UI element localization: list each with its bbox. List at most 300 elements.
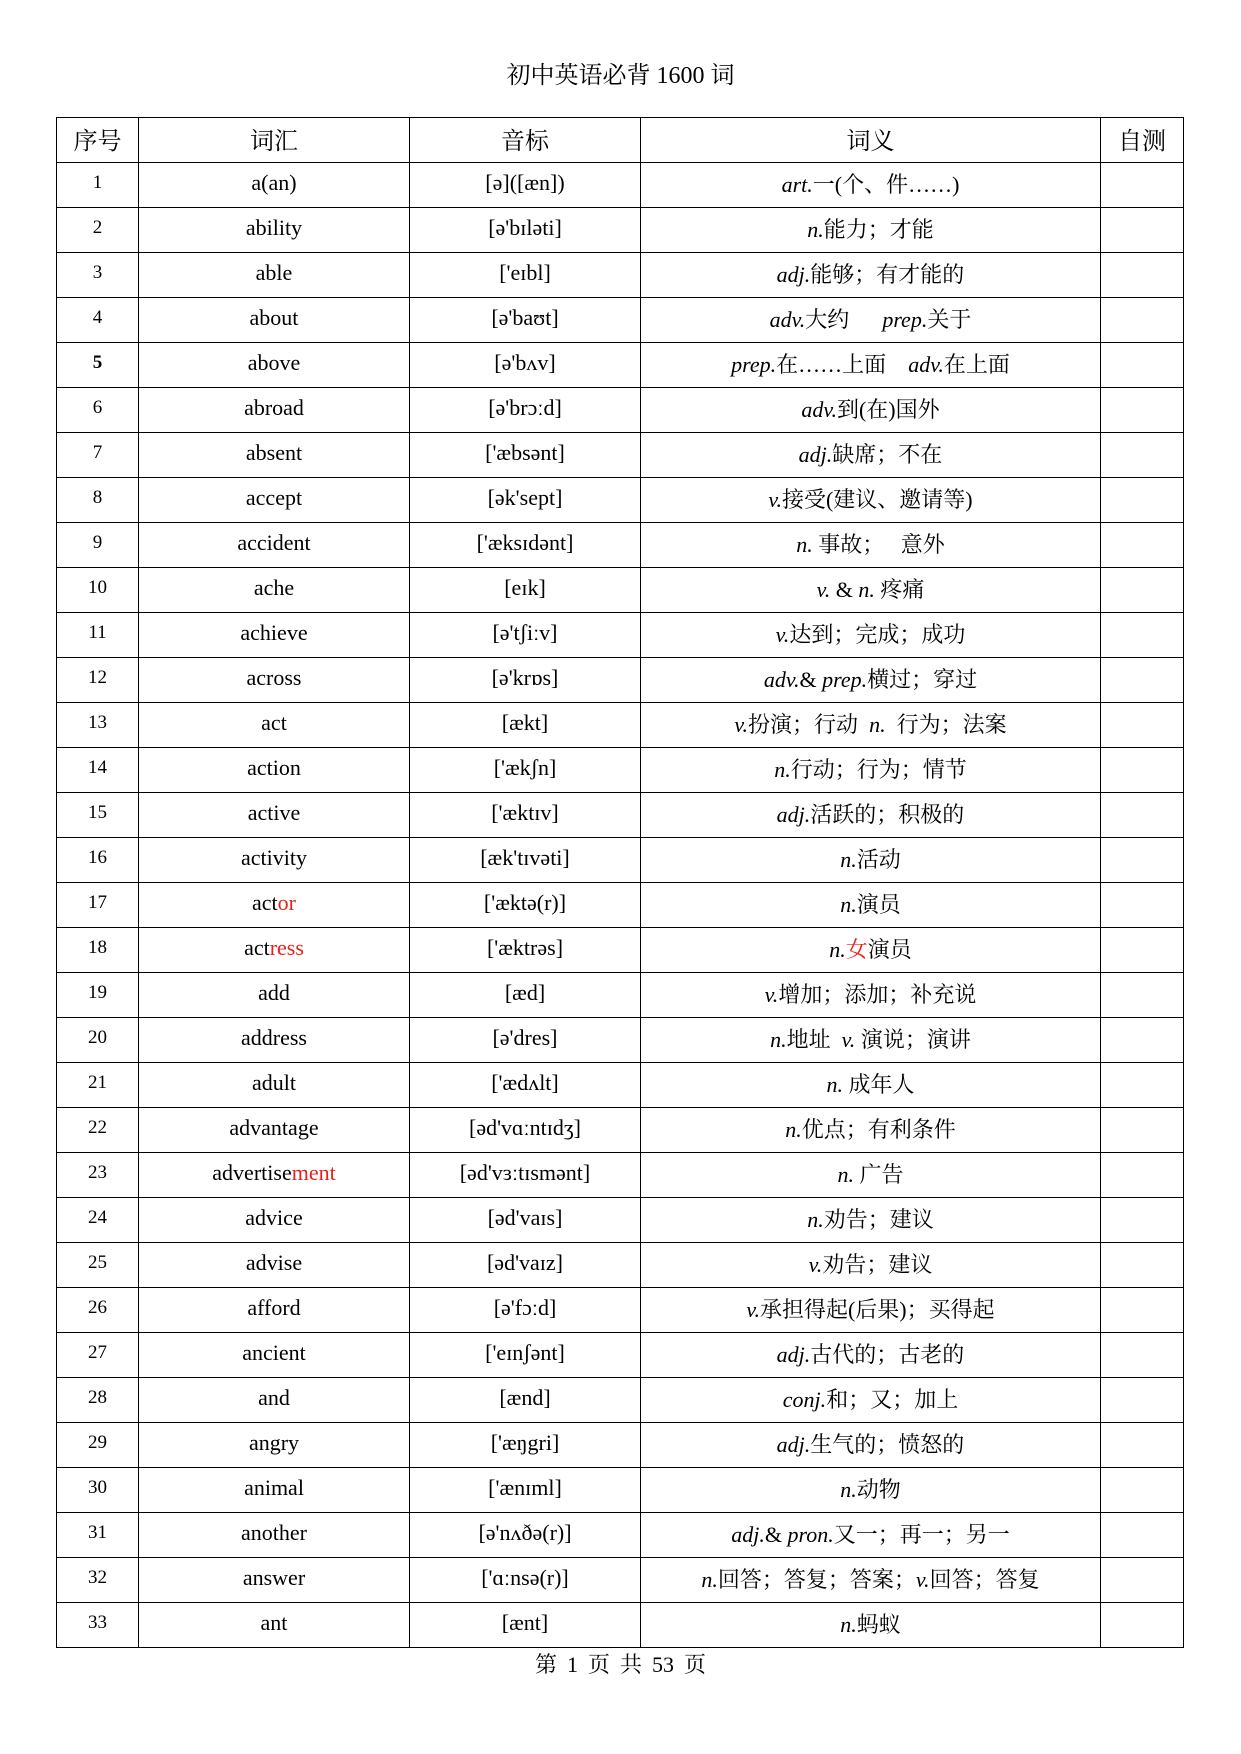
cell-phonetic (410, 793, 641, 838)
meaning-part: 活动 (856, 846, 901, 872)
word-part: angry (248, 1430, 300, 1455)
cell-self-test (1101, 163, 1184, 208)
cell-meaning (641, 793, 1101, 838)
cell-number (57, 973, 139, 1018)
row-number: 23 (88, 1162, 107, 1183)
phonetic-text: ['ɑːnsə(r)] (481, 1565, 569, 1590)
cell-phonetic (410, 433, 641, 478)
part-of-speech: prep. (822, 666, 868, 692)
phonetic-text: ['ænɪml] (488, 1475, 562, 1500)
meaning-part: 能力；才能 (823, 216, 934, 242)
part-of-speech: adj. (776, 1341, 811, 1367)
cell-self-test (1101, 478, 1184, 523)
cell-meaning (641, 298, 1101, 343)
word-part: advertise (212, 1160, 292, 1185)
row-number: 12 (88, 667, 107, 688)
part-of-speech: adj. (731, 1521, 765, 1547)
meaning-part: 增加；添加；补充说 (778, 981, 977, 1007)
table-row (57, 1288, 1184, 1333)
cell-self-test (1101, 1063, 1184, 1108)
cell-self-test (1101, 388, 1184, 433)
cell-word (139, 1423, 410, 1468)
cell-self-test (1101, 1153, 1184, 1198)
meaning-part: 优点；有利条件 (801, 1116, 956, 1142)
word-part: act (252, 890, 278, 915)
cell-meaning (641, 163, 1101, 208)
cell-meaning (641, 208, 1101, 253)
cell-number (57, 298, 139, 343)
cell-meaning (641, 973, 1101, 1018)
word-part: achieve (240, 620, 308, 645)
cell-phonetic (410, 1333, 641, 1378)
cell-meaning (641, 1333, 1101, 1378)
cell-phonetic (410, 1378, 641, 1423)
phonetic-text: [æd] (504, 980, 546, 1005)
row-number: 21 (88, 1072, 107, 1093)
part-of-speech: n. (807, 1206, 824, 1232)
word-part: above (247, 350, 301, 375)
row-number: 22 (88, 1117, 107, 1138)
phonetic-text: [ə'baʊt] (491, 305, 559, 330)
phonetic-text: [əd'vaɪz] (486, 1250, 564, 1275)
cell-phonetic (410, 658, 641, 703)
meaning-part: 接受(建议、邀请等) (781, 486, 973, 512)
cell-word (139, 568, 410, 613)
word-part: answer (242, 1565, 306, 1590)
cell-word (139, 433, 410, 478)
table-row (57, 523, 1184, 568)
meaning-part: 缺席；不在 (832, 441, 943, 467)
row-number: 17 (88, 892, 107, 913)
cell-self-test (1101, 1198, 1184, 1243)
cell-self-test (1101, 208, 1184, 253)
meaning-part: 疼痛 (874, 576, 925, 602)
cell-number (57, 883, 139, 928)
footer-suffix: 页 (684, 1652, 707, 1677)
row-number: 28 (88, 1387, 107, 1408)
row-number: 31 (88, 1522, 107, 1543)
cell-number (57, 1468, 139, 1513)
cell-word (139, 883, 410, 928)
part-of-speech: pron. (787, 1521, 834, 1547)
word-part: absent (245, 440, 303, 465)
meaning-part: 劝告；建议 (822, 1251, 933, 1277)
part-of-speech: adv. (908, 351, 944, 377)
word-part: and (258, 1385, 290, 1410)
part-of-speech: adv. (801, 396, 837, 422)
cell-phonetic (410, 1603, 641, 1648)
word-part: accept (245, 485, 303, 510)
table-row (57, 1198, 1184, 1243)
cell-word (139, 478, 410, 523)
part-of-speech: n. (829, 936, 846, 962)
phonetic-text: ['æŋgri] (490, 1430, 560, 1455)
table-row (57, 163, 1184, 208)
row-number: 24 (88, 1207, 107, 1228)
cell-word (139, 793, 410, 838)
cell-number (57, 1378, 139, 1423)
cell-word (139, 1603, 410, 1648)
cell-number (57, 658, 139, 703)
table-row (57, 748, 1184, 793)
word-part: ment (291, 1160, 336, 1185)
page-title: 初中英语必背 1600 词 (506, 63, 735, 89)
row-number: 2 (92, 217, 103, 238)
table-row (57, 1378, 1184, 1423)
meaning-part: 和；又；加上 (826, 1386, 959, 1412)
table-row (57, 658, 1184, 703)
cell-number (57, 343, 139, 388)
table-row (57, 838, 1184, 883)
row-number: 1 (92, 172, 103, 193)
meaning-part: 在……上面 (776, 351, 909, 377)
part-of-speech: n. (807, 216, 824, 242)
row-number: 33 (88, 1612, 107, 1633)
cell-word (139, 1243, 410, 1288)
cell-number (57, 1558, 139, 1603)
phonetic-text: [ə'bʌv] (494, 350, 556, 375)
row-number: 15 (88, 802, 107, 823)
cell-meaning (641, 343, 1101, 388)
cell-phonetic (410, 343, 641, 388)
cell-phonetic (410, 1513, 641, 1558)
cell-phonetic (410, 928, 641, 973)
phonetic-text: ['ædʌlt] (491, 1070, 559, 1095)
table-row (57, 1153, 1184, 1198)
cell-phonetic (410, 163, 641, 208)
cell-meaning (641, 388, 1101, 433)
header-meaning: 词义 (641, 118, 1101, 163)
cell-self-test (1101, 1558, 1184, 1603)
cell-word (139, 1333, 410, 1378)
row-number: 25 (88, 1252, 107, 1273)
part-of-speech: n. (701, 1566, 718, 1592)
cell-phonetic (410, 208, 641, 253)
row-number: 18 (88, 937, 107, 958)
table-row (57, 1063, 1184, 1108)
row-number: 27 (88, 1342, 107, 1363)
cell-word (139, 748, 410, 793)
part-of-speech: adj. (776, 1431, 811, 1457)
cell-self-test (1101, 1243, 1184, 1288)
meaning-part: & (764, 1521, 788, 1547)
phonetic-text: [ə'bɪləti] (488, 215, 562, 240)
word-part: accident (237, 530, 311, 555)
part-of-speech: conj. (782, 1386, 827, 1412)
cell-word (139, 658, 410, 703)
cell-meaning (641, 703, 1101, 748)
cell-number (57, 1018, 139, 1063)
word-part: able (255, 260, 293, 285)
part-of-speech: art. (781, 171, 813, 197)
cell-phonetic (410, 1288, 641, 1333)
table-row (57, 1603, 1184, 1648)
cell-self-test (1101, 793, 1184, 838)
meaning-part: 达到；完成；成功 (789, 621, 966, 647)
cell-phonetic (410, 1153, 641, 1198)
meaning-part: 大约 (805, 306, 883, 332)
phonetic-text: ['æktə(r)] (483, 890, 567, 915)
meaning-part: 蚂蚁 (856, 1611, 901, 1637)
cell-meaning (641, 1198, 1101, 1243)
meaning-part: 劝告；建议 (823, 1206, 934, 1232)
word-part: ancient (242, 1340, 306, 1365)
phonetic-text: [eɪk] (504, 575, 546, 600)
cell-word (139, 613, 410, 658)
meaning-part: 女 (845, 936, 868, 962)
part-of-speech: n. (840, 846, 857, 872)
row-number: 8 (92, 487, 103, 508)
header-self-test: 自测 (1101, 118, 1184, 163)
meaning-part: 成年人 (842, 1071, 915, 1097)
cell-self-test (1101, 1018, 1184, 1063)
phonetic-text: [əd'vɑːntɪdʒ] (469, 1115, 581, 1140)
part-of-speech: n. (858, 576, 875, 602)
footer-page-label: 页 (587, 1652, 610, 1677)
cell-self-test (1101, 613, 1184, 658)
phonetic-text: ['æbsənt] (485, 440, 565, 465)
row-number: 13 (88, 712, 107, 733)
part-of-speech: adj. (798, 441, 833, 467)
row-number: 7 (92, 442, 103, 463)
phonetic-text: [ækt] (501, 710, 549, 735)
part-of-speech: n. (826, 1071, 843, 1097)
part-of-speech: n. (869, 711, 886, 737)
cell-meaning (641, 1288, 1101, 1333)
cell-phonetic (410, 388, 641, 433)
header-number: 序号 (57, 118, 139, 163)
cell-phonetic (410, 1108, 641, 1153)
cell-number (57, 613, 139, 658)
row-number: 5 (92, 352, 103, 373)
table-row (57, 1108, 1184, 1153)
row-number: 6 (92, 397, 103, 418)
cell-word (139, 1378, 410, 1423)
meaning-part: 生气的；愤怒的 (810, 1431, 965, 1457)
cell-number (57, 568, 139, 613)
table-row (57, 298, 1184, 343)
cell-meaning (641, 478, 1101, 523)
cell-number (57, 433, 139, 478)
phonetic-text: ['eɪbl] (499, 260, 551, 285)
cell-number (57, 253, 139, 298)
phonetic-text: [ænd] (499, 1385, 551, 1410)
cell-number (57, 523, 139, 568)
meaning-part: & (830, 576, 859, 602)
cell-number (57, 1198, 139, 1243)
cell-phonetic (410, 523, 641, 568)
meaning-part: 演说；演讲 (855, 1026, 971, 1052)
header-word: 词汇 (139, 118, 410, 163)
cell-meaning (641, 1063, 1101, 1108)
word-part: ant (260, 1610, 288, 1635)
vocab-rows (57, 163, 1184, 1648)
row-number: 9 (92, 532, 103, 553)
part-of-speech: v. (734, 711, 749, 737)
word-part: add (258, 980, 290, 1005)
cell-self-test (1101, 298, 1184, 343)
cell-meaning (641, 613, 1101, 658)
cell-number (57, 1063, 139, 1108)
cell-phonetic (410, 613, 641, 658)
part-of-speech: v. (841, 1026, 856, 1052)
cell-number (57, 1288, 139, 1333)
phonetic-text: [ə'fɔːd] (493, 1295, 557, 1320)
cell-phonetic (410, 973, 641, 1018)
meaning-part: 关于 (927, 306, 972, 332)
cell-meaning (641, 928, 1101, 973)
table-row (57, 568, 1184, 613)
word-part: act (244, 935, 270, 960)
cell-phonetic (410, 703, 641, 748)
cell-meaning (641, 253, 1101, 298)
row-number: 16 (88, 847, 107, 868)
table-row (57, 973, 1184, 1018)
cell-meaning (641, 1378, 1101, 1423)
part-of-speech: n. (840, 891, 857, 917)
cell-word (139, 1513, 410, 1558)
cell-word (139, 163, 410, 208)
cell-self-test (1101, 928, 1184, 973)
footer-total-label: 共 (620, 1652, 643, 1677)
table-row (57, 208, 1184, 253)
part-of-speech: v. (746, 1296, 760, 1322)
word-part: ability (245, 215, 303, 240)
cell-word (139, 1558, 410, 1603)
cell-meaning (641, 1558, 1101, 1603)
cell-word (139, 208, 410, 253)
meaning-part: 一(个、件……) (812, 171, 960, 197)
part-of-speech: n. (796, 531, 813, 557)
table-row (57, 1513, 1184, 1558)
word-part: action (247, 755, 301, 780)
cell-meaning (641, 658, 1101, 703)
phonetic-text: ['æksɪdənt] (476, 530, 574, 555)
phonetic-text: [əd'vɜːtɪsmənt] (459, 1160, 591, 1185)
word-part: across (246, 665, 302, 690)
row-number: 32 (88, 1567, 107, 1588)
cell-self-test (1101, 253, 1184, 298)
table-row (57, 883, 1184, 928)
word-part: adult (252, 1070, 296, 1095)
meaning-part: 地址 (786, 1026, 842, 1052)
word-part: a(an) (251, 170, 297, 195)
cell-word (139, 253, 410, 298)
cell-phonetic (410, 883, 641, 928)
part-of-speech: n. (837, 1161, 854, 1187)
word-part: animal (244, 1475, 304, 1500)
cell-number (57, 1333, 139, 1378)
cell-word (139, 298, 410, 343)
word-part: active (247, 800, 301, 825)
cell-meaning (641, 1468, 1101, 1513)
table-row (57, 793, 1184, 838)
phonetic-text: ['æktrəs] (486, 935, 564, 960)
part-of-speech: adj. (776, 801, 811, 827)
cell-word (139, 1108, 410, 1153)
part-of-speech: v. (775, 621, 790, 647)
vocab-table (56, 117, 1184, 1648)
cell-self-test (1101, 1468, 1184, 1513)
cell-meaning (641, 523, 1101, 568)
part-of-speech: adv. (763, 666, 800, 692)
word-part: ache (253, 575, 295, 600)
part-of-speech: adj. (776, 261, 811, 287)
table-row (57, 1243, 1184, 1288)
cell-phonetic (410, 748, 641, 793)
cell-self-test (1101, 1603, 1184, 1648)
part-of-speech: v. (764, 981, 779, 1007)
meaning-part: 古代的；古老的 (810, 1341, 965, 1367)
row-number: 3 (92, 262, 103, 283)
cell-meaning (641, 568, 1101, 613)
meaning-part: 在上面 (943, 351, 1010, 377)
word-part: or (277, 890, 296, 915)
cell-self-test (1101, 523, 1184, 568)
cell-word (139, 1153, 410, 1198)
meaning-part: 回答；答复；答案； (717, 1566, 916, 1592)
phonetic-text: [ænt] (501, 1610, 549, 1635)
cell-self-test (1101, 343, 1184, 388)
cell-phonetic (410, 253, 641, 298)
part-of-speech: v. (915, 1566, 930, 1592)
cell-self-test (1101, 883, 1184, 928)
cell-meaning (641, 1018, 1101, 1063)
table-row (57, 478, 1184, 523)
cell-number (57, 208, 139, 253)
word-part: abroad (244, 395, 304, 420)
cell-phonetic (410, 1558, 641, 1603)
cell-self-test (1101, 748, 1184, 793)
row-number: 10 (88, 577, 107, 598)
cell-number (57, 793, 139, 838)
header-row (57, 118, 1184, 163)
cell-phonetic (410, 568, 641, 613)
word-part: about (249, 305, 299, 330)
cell-phonetic (410, 478, 641, 523)
row-number: 4 (92, 307, 103, 328)
cell-self-test (1101, 1423, 1184, 1468)
footer-page-number: 1 (566, 1652, 578, 1677)
table-row (57, 613, 1184, 658)
table-row (57, 433, 1184, 478)
part-of-speech: v. (816, 576, 831, 602)
cell-self-test (1101, 973, 1184, 1018)
meaning-part: 事故； 意外 (812, 531, 945, 557)
cell-number (57, 928, 139, 973)
phonetic-text: [ə'nʌðə(r)] (478, 1520, 572, 1545)
cell-word (139, 1288, 410, 1333)
footer-prefix: 第 (534, 1652, 557, 1677)
part-of-speech: prep. (882, 306, 928, 332)
cell-word (139, 838, 410, 883)
row-number: 26 (88, 1297, 107, 1318)
part-of-speech: adv. (769, 306, 806, 332)
cell-word (139, 1018, 410, 1063)
cell-word (139, 343, 410, 388)
meaning-part: 回答；答复 (929, 1566, 1040, 1592)
word-part: another (241, 1520, 307, 1545)
cell-self-test (1101, 1108, 1184, 1153)
cell-phonetic (410, 1468, 641, 1513)
table-row (57, 343, 1184, 388)
phonetic-text: ['eɪnʃənt] (485, 1340, 565, 1365)
meaning-part: 广告 (853, 1161, 904, 1187)
meaning-part: & (799, 666, 823, 692)
cell-number (57, 1108, 139, 1153)
meaning-part: 活跃的；积极的 (810, 801, 965, 827)
table-row (57, 1468, 1184, 1513)
